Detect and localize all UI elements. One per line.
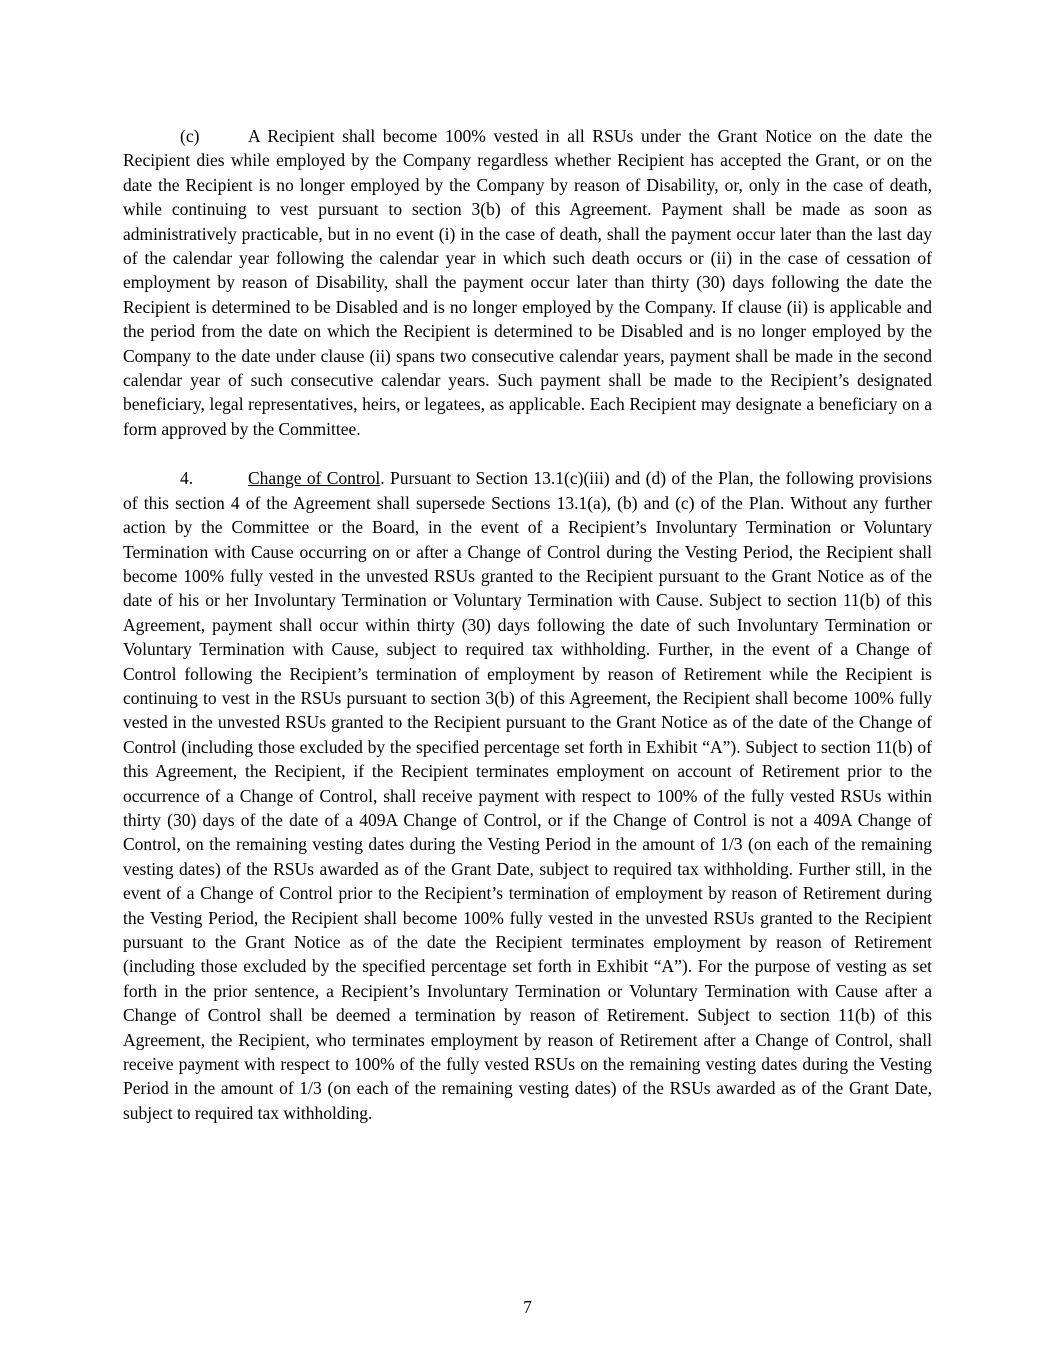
page-number: 7: [523, 1296, 532, 1317]
paragraph-c: [123, 124, 932, 441]
section-4-heading-punctuation: .: [380, 468, 385, 489]
section-4-paragraph: [123, 466, 932, 1125]
section-4-heading: Change of Control: [248, 468, 381, 489]
page-content: [123, 124, 932, 1125]
paragraph-c-label: (c): [180, 126, 200, 146]
section-4-number: 4.: [180, 468, 194, 489]
paragraph-c-body: A Recipient shall become 100% vested in all RSUs under the Grant Notice on the date the Recipient dies while employed by the Company regardless whether Recipient has accepted the Grant, or on the date the Recipient is no longer employed by the Company by reason of Disability, or, only in the case of death, while continuing to vest pursuant to section 3(b) of this Agreement. Payment shall be made as soon as administratively practicable, but in no event (i) in the case of death, shall the payment occur later than the last day of the calendar year following the calendar year in which such death occurs or (ii) in the case of cessation of employment by reason of Disability, shall the payment occur later than thirty (30) days following the date the Recipient is determined to be Disabled and is no longer employed by the Company. If clause (ii) is applicable and the period from the date on which the Recipient is determined to be Disabled and is no longer employed by the Company to the date under clause (ii) spans two consecutive calendar years, payment shall be made in the second calendar year of such consecutive calendar years. Such payment shall be made to the Recipient’s designated beneficiary, legal representatives, heirs, or legatees, as applicable. Each Recipient may designate a beneficiary on a form approved by the Committee.: [123, 126, 932, 439]
section-4-body: Pursuant to Section 13.1(c)(iii) and (d) of the Plan, the following provisions of this section 4 of the Agreement shall supersede Sections 13.1(a), (b) and (c) of the Plan. Without any further action by the Committee or the Board, in the event of a Recipient’s Involuntary Termination or Voluntary Termination with Cause occurring on or after a Change of Control during the Vesting Period, the Recipient shall become 100% fully vested in the unvested RSUs granted to the Recipient pursuant to the Grant Notice as of the date of his or her Involuntary Termination or Voluntary Termination with Cause. Subject to section 11(b) of this Agreement, payment shall occur within thirty (30) days following the date of such Involuntary Termination or Voluntary Termination with Cause, subject to required tax withholding. Further, in the event of a Change of Control following the Recipient’s termination of employment by reason of Retirement while the Recipient is continuing to vest in the RSUs pursuant to section 3(b) of this Agreement, the Recipient shall become 100% fully vested in the unvested RSUs granted to the Recipient pursuant to the Grant Notice as of the date of the Change of Control (including those excluded by the specified percentage set forth in Exhibit “A”). Subject to section 11(b) of this Agreement, the Recipient, if the Recipient terminates employment on account of Retirement prior to the occurrence of a Change of Control, shall receive payment with respect to 100% of the fully vested RSUs within thirty (30) days of the date of a 409A Change of Control, or if the Change of Control is not a 409A Change of Control, on the remaining vesting dates during the Vesting Period in the amount of 1/3 (on each of the remaining vesting dates) of the RSUs awarded as of the Grant Date, subject to required tax withholding. Further still, in the event of a Change of Control prior to the Recipient’s termination of employment by reason of Retirement during the Vesting Period, the Recipient shall become 100% fully vested in the unvested RSUs granted to the Recipient pursuant to the Grant Notice as of the date the Recipient terminates employment by reason of Retirement (including those excluded by the specified percentage set forth in Exhibit “A”). For the purpose of vesting as set forth in the prior sentence, a Recipient’s Involuntary Termination or Voluntary Termination with Cause after a Change of Control shall be deemed a termination by reason of Retirement. Subject to section 11(b) of this Agreement, the Recipient, who terminates employment by reason of Retirement after a Change of Control, shall receive payment with respect to 100% of the fully vested RSUs on the remaining vesting dates during the Vesting Period in the amount of 1/3 (on each of the remaining vesting dates) of the RSUs awarded as of the Grant Date, subject to required tax withholding.: [123, 468, 932, 1123]
